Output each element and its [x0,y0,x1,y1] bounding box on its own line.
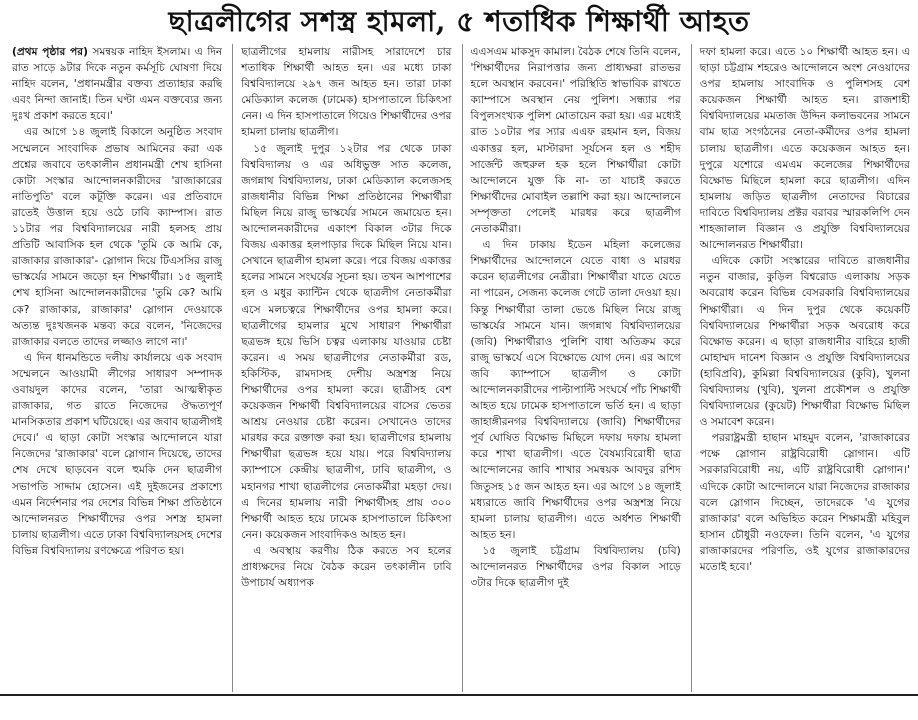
paragraph: পররাষ্ট্রমন্ত্রী হাছান মাহমুদ বলেন, 'রাজাকারের পক্ষে স্লোগান রাষ্ট্রবিরোধী স্লোগান। এটি সরকারবিরোধী নয়, এটি রাষ্ট্রবিরোধী স্লোগান।' এদিকে কোটা আন্দোলনে যারা নিজেদের রাজাকার বলে স্লোগান দিচ্ছেন, তাদেরকে 'এ যুগের রাজাকার' বলে অভিহিত করেন শিক্ষামন্ত্রী মহিবুল হাসান চৌধুরী নওফেল। তিনি বলেন, 'এ যুগের রাজাকারদের পরিণতি, ওই যুগের রাজাকারদের মতোই হবে।' [699,432,910,573]
paragraph: ছাত্রলীগের হামলায় নারীসহ সারাদেশে চার শতাধিক শিক্ষার্থী আহত হন। এর মধ্যে ঢাকা বিশ্ববিদ্যালয়ে ২৯৭ জন আহত হন। তারা ঢাকা মেডিক্যাল কলেজ (ঢামেক) হাসপাতালে চিকিৎসা নেন। এ দিন হাসপাতালে গিয়েও শিক্ষার্থীদের ওপর হামলা চালায় ছাত্রলীগ। [241,46,452,139]
paragraph: দফা হামলা করে। এতে ১০ শিক্ষার্থী আহত হন। এ ছাড়া চট্টগ্রাম শহরেও আন্দোলনে অংশ নেওয়াদের ওপর হামলায় সাংবাদিক ও পুলিশসহ বেশ কয়েকজন শিক্ষার্থী আহত হন। রাজশাহী বিশ্ববিদ্যালয়ের মমতাজ উদ্দিন কলাভবনের সামনে বাম ছাত্র সংগঠনের নেতা-কর্মীদের ওপর হামলা চালায় ছাত্রলীগ। এতে কয়েকজন আহত হন। দুপুরে যশোরে এমএম কলেজের শিক্ষার্থীদের বিক্ষোভ মিছিলে হামলা করে ছাত্রলীগ। এদিন হামলায় জড়িত ছাত্রলীগ নেতাদের বিচারের দাবিতে বিশ্ববিদ্যালয় প্রক্টর বরাবর স্মারকলিপি দেন শাহজালাল বিজ্ঞান ও প্রযুক্তি বিশ্ববিদ্যালয়ের আন্দোলনরত শিক্ষার্থীরা। [699,46,910,252]
paragraph: এদিকে কোটা সংস্কারের দাবিতে রাজধানীর নতুন বাজার, কুড়িল বিশ্বরোড এলাকায় সড়ক অবরোধ করেন বিভিন্ন বেসরকারি বিশ্ববিদ্যালয়ের শিক্ষার্থীরা। এ দিন দুপুর থেকে কয়েকটি বিশ্ববিদ্যালয়ের শিক্ষার্থীরা সড়ক অবরোধ করে বিক্ষোভ করেন। এ ছাড়া রাজধানীর বাহিরে হাজী মোহাম্মদ দানেশ বিজ্ঞান ও প্রযুক্তি বিশ্ববিদ্যালয়ের (হাবিপ্রবি), কুমিল্লা বিশ্ববিদ্যালয়ের (কুবি), খুলনা বিশ্ববিদ্যালয় (খুবি), খুলনা প্রকৌশল ও প্রযুক্তি বিশ্ববিদ্যালয়ের (কুয়েট) শিক্ষার্থীরা বিক্ষোভ মিছিল ও সমাবেশ করেন। [699,255,910,429]
column-3 [462,44,681,692]
paragraph-text: সমন্বয়ক নাহিদ ইসলাম। এ দিন রাত সাড়ে ৯টার দিকে নতুন কর্মসূচি ঘোষণা দিয়ে নাহিদ বলেন, 'প্রধানমন্ত্রীর বক্তব্য প্রত্যাহার করছি এবং নিন্দা জানাই। তিন ঘণ্টা এমন বক্তব্যের জন্য দুঃখ প্রকাশ করতে হবে।' [12,46,223,123]
paragraph: ১৫ জুলাই চট্টগ্রাম বিশ্ববিদ্যালয় (চবি) আন্দোলনরত শিক্ষার্থীদের ওপর বিকাল সাড়ে ৩টার দিকে ছাত্রলীগ দুই [470,544,681,590]
column-1 [12,44,222,692]
paragraph: এএসএম মাকসুদ কামাল। বৈঠক শেষে তিনি বলেন, 'শিক্ষার্থীদের নিরাপত্তার জন্য প্রাধ্যক্ষরা রাতভর হলে অবস্থান করবেন।' পরিস্থিতি স্বাভাবিক রাখতে ক্যাম্পাসে অবস্থান নেয় পুলিশ। সন্ধ্যার পর বিপুলসংখ্যক পুলিশ মোতায়েন করা হয়। এর মধ্যেই রাত ১০টার পর স্যার এএফ রহমান হল, বিজয় একাত্তর হল, মাস্টারদা সূর্যসেন হল ও শহীদ সার্জেন্ট জহুরুল হক হলে শিক্ষার্থীরা কোটা আন্দোলনে যুক্ত কি না- তা যাচাই করতে শিক্ষার্থীদের মোবাইল তল্লাশি করা হয়। আন্দোলনে সম্পৃক্ততা পেলেই মারধর করে ছাত্রলীগ নেতাকর্মীরা। [470,46,681,236]
headline: ছাত্রলীগের সশস্ত্র হামলা, ৫ শতাধিক শিক্ষার্থী আহত [168,5,750,38]
next-article-strip [0,694,918,720]
column-4 [691,44,910,692]
paragraph [12,44,222,124]
paragraph: এ অবস্থায় করণীয় ঠিক করতে সব হলের প্রাধ্যক্ষদের নিয়ে বৈঠক করেন তৎকালীন ঢাবি উপাচার্য অধ্যাপক [241,544,452,590]
paragraph: এর আগে ১৪ জুলাই বিকালে অনুষ্ঠিত সংবাদ সম্মেলনে সাংবাদিক প্রভাষ আমিনের করা এক প্রশ্নের জবাবে তৎকালীন প্রধানমন্ত্রী শেখ হাসিনা কোটা সংস্কার আন্দোলনকারীদের 'রাজাকারের নাতিপুতি' বলে কটূক্তি করেন। এর প্রতিবাদে রাতেই উত্তাল হয়ে ওঠে ঢাবি ক্যাম্পাস। রাত ১১টার পর বিশ্ববিদ্যালয়ের নারী হলসহ প্রায় প্রতিটি আবাসিক হল থেকে 'তুমি কে আমি কে, রাজাকার রাজাকার'- স্লোগান দিয়ে টিএসসির রাজু ভাস্কর্যের সামনে জড়ো হন শিক্ষার্থীরা। ১৫ জুলাই শেখ হাসিনা আন্দোলনকারীদের 'তুমি কে? আমি কে? রাজাকার, রাজাকার' স্লোগান দেওয়াকে অত্যন্ত দুঃখজনক মন্তব্য করে বলেন, 'নিজেদের রাজাকার বলতে তাদের লজ্জাও লাগে না।' [12,126,223,348]
paragraph: ১৫ জুলাই দুপুর ১২টার পর থেকে ঢাকা বিশ্ববিদ্যালয় ও এর অধিভুক্ত সাত কলেজ, জগন্নাথ বিশ্ববিদ্যালয়, ঢাকা মেডিক্যাল কলেজসহ রাজধানীর বিভিন্ন শিক্ষা প্রতিষ্ঠানের শিক্ষার্থীরা মিছিল নিয়ে রাজু ভাস্কর্যের সামনে জমায়েত হন। আন্দোলনকারীদের একাংশ বিকাল ৩টার দিকে বিজয় একাত্তর হলপাড়ার দিকে মিছিল নিয়ে যান। সেখানে ছাত্রলীগ হামলা করে। পরে বিজয় একাত্তর হলের সামনে সংঘর্ষের সূচনা হয়। তখন আশপাশের হল ও মধুর ক্যান্টিন থেকে ছাত্রলীগ নেতাকর্মীরা এসে মলচত্বরে শিক্ষার্থীদের ওপর হামলা করে। ছাত্রলীগের হামলার মুখে সাধারণ শিক্ষার্থীরা ছত্রভঙ্গ হয়ে ভিসি চত্বর এলাকায় যাওয়ার চেষ্টা করেন। এ সময় ছাত্রলীগের নেতাকর্মীরা রড, হকিস্টিক, রামদাসহ দেশীয় অস্ত্রশস্ত্র নিয়ে শিক্ষার্থীদের ওপর হামলা করে। ছাত্রীসহ বেশ কয়েকজন শিক্ষার্থী বিশ্ববিদ্যালয়ের বাসের ভেতর আশ্রয় নেওয়ার চেষ্টা করেন। সেখানেও তাদের মারধর করে রক্তাক্ত করা হয়। ছাত্রলীগের হামলায় শিক্ষার্থীরা ছত্রভঙ্গ হয়ে যায়। পরে বিশ্ববিদ্যালয় ক্যাম্পাসে কেন্দ্রীয় ছাত্রলীগ, ঢাবি ছাত্রলীগ, ও মহানগর শাখা ছাত্রলীগের নেতাকর্মীরা মহড়া দেয়। এ দিনের হামলায় নারী শিক্ষার্থীসহ প্রায় ৩০০ শিক্ষার্থী আহত হয়ে ঢামেক হাসপাতালে চিকিৎসা নেন। কয়েকজন সাংবাদিকও আহত হন। [241,142,452,541]
paragraph: এ দিন ঢাকায় ইডেন মহিলা কলেজের শিক্ষার্থীদের আন্দোলনে যেতে বাধা ও মারধর করেন ছাত্রলীগের নেত্রীরা। শিক্ষার্থীরা যাতে যেতে না পারেন, সেজন্য কলেজ গেটে তালা দেওয়া হয়। কিন্তু শিক্ষার্থীরা তালা ভেঙে মিছিল নিয়ে রাজু ভাস্কর্যের সামনে যান। জগন্নাথ বিশ্ববিদ্যালয়ের (জবি) শিক্ষার্থীরাও পুলিশি বাধা অতিক্রম করে রাজু ভাস্কর্যে এসে বিক্ষোভে যোগ দেন। এর আগে জবি ক্যাম্পাসে ছাত্রলীগ ও কোটা আন্দোলনকারীদের পাল্টাপাল্টি সংঘর্ষে পাঁচ শিক্ষার্থী আহত হয়ে ঢামেক হাসপাতালে ভর্তি হন। এ ছাড়া জাহাঙ্গীরনগর বিশ্ববিদ্যালয়ে (জাবি) শিক্ষার্থীদের পূর্ব ঘোষিত বিক্ষোভ মিছিলে দফায় দফায় হামলা করে শাখা ছাত্রলীগ। এতে বৈষম্যবিরোধী ছাত্র আন্দোলনের জাবি শাখার সমন্বয়ক আবদুর রশিদ জিতুসহ ১৫ জন আহত হন। এর আগে ১৪ জুলাই মধ্যরাতে জাবি শিক্ষার্থীদের ওপর অস্ত্রশস্ত্র নিয়ে হামলা চালায় ছাত্রলীগ। এতে অর্ধশত শিক্ষার্থী আহত হন। [470,239,681,541]
column-2 [232,44,451,692]
article-columns [12,44,910,692]
paragraph: এ দিন ধানমন্ডিতে দলীয় কার্যালয়ে এক সংবাদ সম্মেলনে আওয়ামী লীগের সাধারণ সম্পাদক ওবায়দুল কাদের বলেন, 'তারা আত্মস্বীকৃত রাজাকার, গত রাতে নিজেদের ঔদ্ধত্যপূর্ণ মানসিকতার প্রকাশ ঘটিয়েছে। এর জবাব ছাত্রলীগই দেবে।' এ ছাড়া কোটা সংস্কার আন্দোলনে যারা নিজেদের 'রাজাকার' বলে স্লোগান দিয়েছে, তাদের শেষ দেখে ছাড়বেন বলে হুমকি দেন ছাত্রলীগ সভাপতি সাদ্দাম হোসেন। এই দুইজনের প্রকাশ্যে এমন নির্দেশনার পর দেশের বিভিন্ন শিক্ষা প্রতিষ্ঠানে আন্দোলনরত শিক্ষার্থীদের ওপর সশস্ত্র হামলা চালায় ছাত্রলীগ। এতে ঢাকা বিশ্ববিদ্যালয়সহ দেশের বিভিন্ন বিশ্ববিদ্যালয় রণক্ষেত্রে পরিণত হয়। [12,351,223,557]
lead-label: (প্রথম পৃষ্ঠার পর) [12,46,88,58]
